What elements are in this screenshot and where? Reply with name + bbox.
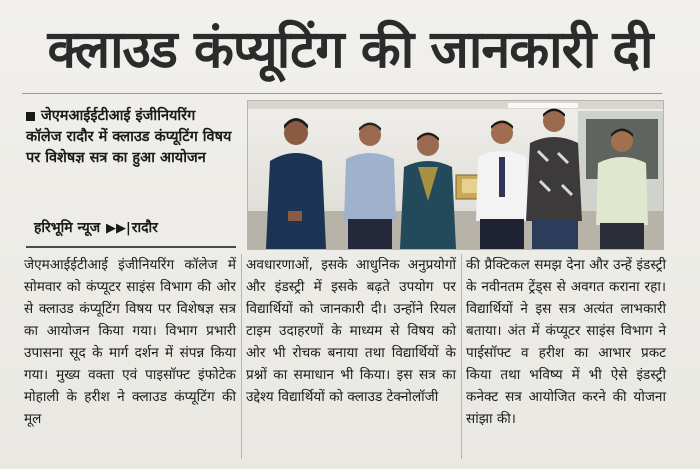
deck — [26, 106, 234, 169]
byline-place: रादौर — [131, 220, 158, 236]
article-column-1: जेएमआईईटीआई इंजीनियरिंग कॉलेज में सोमवार को कंप्यूटर साइंस विभाग की ओर से क्लाउड कंप्यूटिंग विषय पर विशेषज्ञ सत्र का आयोजन किया गया। विभाग प्रभारी उपासना सूद के मार्ग दर्शन में संपन्न किया गया। मुख्य वक्ता एवं पाइसॉफ्ट इंफोटेक मोहाली के हरीश ने क्लाउड कंप्यूटिंग की मूल — [24, 257, 236, 427]
person-3 — [400, 133, 456, 250]
headline: क्लाउड कंप्यूटिंग की जानकारी दी — [47, 20, 653, 80]
column-divider-2 — [461, 254, 462, 459]
person-5 — [526, 109, 582, 250]
article-column-2: अवधारणाओं, इसके आधुनिक अनुप्रयोगों और इंडस्ट्री में इसके बढ़ते उपयोग पर विद्यार्थियों को जानकारी दी। उन्होंने रियल टाइम उदाहरणों के माध्यम से विषय को ओर भी रोचक बनाया तथा विद्यार्थियों के प्रश्नों का समाधान भी किया। इस सत्र का उद्देश्य विद्यार्थियों को क्लाउड टेक्नोलॉजी — [246, 257, 456, 405]
byline-source: हरिभूमि न्यूज — [34, 220, 101, 236]
byline — [34, 218, 234, 239]
person-2 — [344, 123, 396, 250]
article-column-3: की प्रैक्टिकल समझ देना और उन्हें इंडस्ट्री के नवीनतम ट्रेंड्स से अवगत कराना रहा। विद्यार्थियों ने इस सत्र अत्यंत लाभकारी बताया। अंत में कंप्यूटर साइंस विभाग ने पाईसॉफ्ट व हरीश का आभार प्रकट किया तथा भविष्य में भी ऐसे इंडस्ट्री कनेक्ट सत्र आयोजित करने की योजना सांझा की। — [466, 257, 666, 427]
fast-forward-icon: ▶▶| — [106, 221, 131, 236]
group-photo-illustration — [248, 101, 663, 249]
person-4 — [476, 121, 528, 250]
bullet-square-icon — [26, 112, 35, 121]
deck-text: जेएमआईईटीआई इंजीनियरिंग कॉलेज रादौर में क्लाउड कंप्यूटिंग विषय पर विशेषज्ञ सत्र का हुआ आयोजन — [26, 108, 232, 166]
byline-rule — [26, 246, 236, 248]
column-divider-1 — [241, 254, 242, 459]
headline-rule — [22, 93, 662, 94]
news-photo — [247, 100, 664, 250]
person-1 — [266, 118, 326, 249]
